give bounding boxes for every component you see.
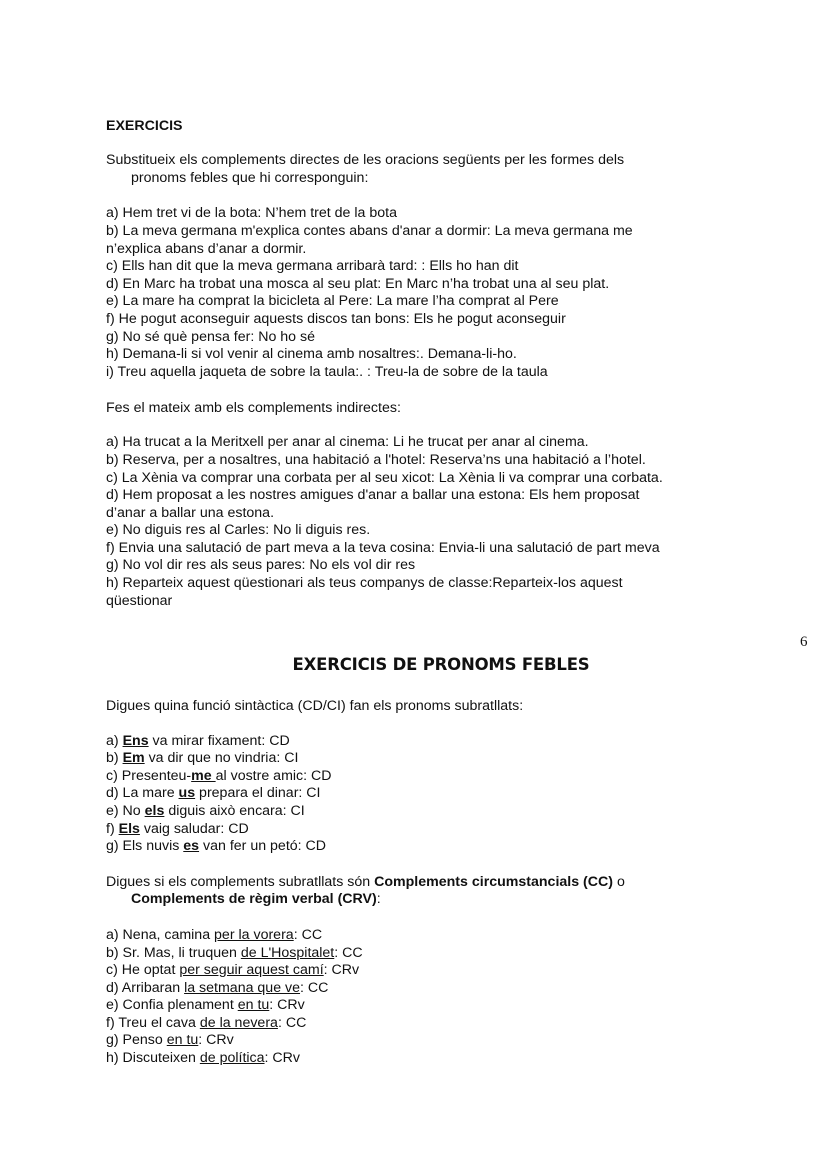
exercise-line: f) Treu el cava de la nevera: CC [106,1015,307,1031]
exercise-line: e) No diguis res al Carles: No li diguis res. [106,522,371,538]
exercise-line: a) Ens va mirar fixament: CD [106,733,290,749]
exercise-line: d) Hem proposat a les nostres amigues d'anar a ballar una estona: Els hem proposat [106,487,640,503]
exercise-line: b) Sr. Mas, li truquen de L'Hospitalet: CC [106,945,363,961]
exercise-line: h) Demana-li si vol venir al cinema amb nosaltres:. Demana-li-ho. [106,346,517,362]
exercise-line: g) Els nuvis es van fer un petó: CD [106,838,327,854]
exercise-line: f) Envia una salutació de part meva a la teva cosina: Envia-li una salutació de part meva [106,540,660,556]
exercise-line: a) Nena, camina per la vorera: CC [106,927,323,943]
section-heading: EXERCICIS [106,118,183,134]
instruction-line: Fes el mateix amb els complements indirectes: [106,400,401,416]
exercise-line: e) La mare ha comprat la bicicleta al Pere: La mare l’ha comprat al Pere [106,293,559,309]
exercise-line: d) La mare us prepara el dinar: CI [106,785,321,801]
underlined-complement: en tu [237,997,270,1013]
exercise-line: h) Discuteixen de política: CRv [106,1050,300,1066]
exercise-line: b) Em va dir que no vindria: CI [106,750,299,766]
exercise-line: c) La Xènia va comprar una corbata per al seu xicot: La Xènia li va comprar una corbata. [106,470,663,486]
underlined-complement: de política [199,1050,265,1066]
exercise-line: i) Treu aquella jaqueta de sobre la taula:. : Treu-la de sobre de la taula [106,364,548,380]
exercise-line: c) Ells han dit que la meva germana arribarà tard: : Ells ho han dit [106,258,519,274]
instruction-line: Substitueix els complements directes de les oracions següents per les formes dels [106,152,625,168]
exercise-line: g) Penso en tu: CRv [106,1032,234,1048]
underlined-pronoun: us [178,785,196,801]
exercise-line: e) Confia plenament en tu: CRv [106,997,305,1013]
underlined-complement: per seguir aquest camí [179,962,324,978]
page-number: 6 [800,634,808,650]
exercise-line: d) Arribaran la setmana que ve: CC [106,980,329,996]
exercise-line: c) Presenteu-me al vostre amic: CD [106,768,332,784]
underlined-pronoun: Els [118,821,140,837]
instruction-line: Digues si els complements subratllats són Complements circumstancials (CC) o [106,874,625,890]
underlined-pronoun: me [191,768,216,784]
underlined-pronoun: Em [122,750,145,766]
underlined-complement: en tu [166,1032,199,1048]
exercise-line: n’explica abans d’anar a dormir. [106,241,307,257]
underlined-pronoun: els [144,803,165,819]
exercise-line: qüestionar [106,593,173,609]
exercise-line: a) Ha trucat a la Meritxell per anar al cinema: Li he trucat per anar al cinema. [106,434,589,450]
underlined-pronoun: Ens [122,733,149,749]
instruction-line: Digues quina funció sintàctica (CD/CI) fan els pronoms subratllats: [106,698,524,714]
underlined-complement: per la vorera [214,927,294,943]
exercise-line: c) He optat per seguir aquest camí: CRv [106,962,360,978]
exercise-line: g) No vol dir res als seus pares: No els vol dir res [106,557,416,573]
instruction-line: pronoms febles que hi corresponguin: [131,170,369,186]
underlined-complement: de la nevera [199,1015,278,1031]
underlined-complement: la setmana que ve [184,980,301,996]
exercise-line: b) La meva germana m'explica contes abans d'anar a dormir: La meva germana me [106,223,633,239]
exercise-line: e) No els diguis això encara: CI [106,803,305,819]
exercise-line: d’anar a ballar una estona. [106,505,275,521]
exercise-line: d) En Marc ha trobat una mosca al seu plat: En Marc n’ha trobat una al seu plat. [106,276,610,292]
section-title: EXERCICIS DE PRONOMS FEBLES [292,655,590,674]
underlined-complement: de L'Hospitalet [240,945,335,961]
exercise-line: b) Reserva, per a nosaltres, una habitació a l'hotel: Reserva’ns una habitació a l’hotel. [106,452,646,468]
exercise-line: f) Els vaig saludar: CD [106,821,249,837]
instruction-line: Complements de règim verbal (CRV): [131,891,381,907]
exercise-line: g) No sé què pensa fer: No ho sé [106,329,315,345]
underlined-pronoun: es [183,838,200,854]
exercise-line: a) Hem tret vi de la bota: N’hem tret de la bota [106,205,397,221]
exercise-line: h) Reparteix aquest qüestionari als teus companys de classe:Reparteix-los aquest [106,575,623,591]
exercise-line: f) He pogut aconseguir aquests discos tan bons: Els he pogut aconseguir [106,311,566,327]
